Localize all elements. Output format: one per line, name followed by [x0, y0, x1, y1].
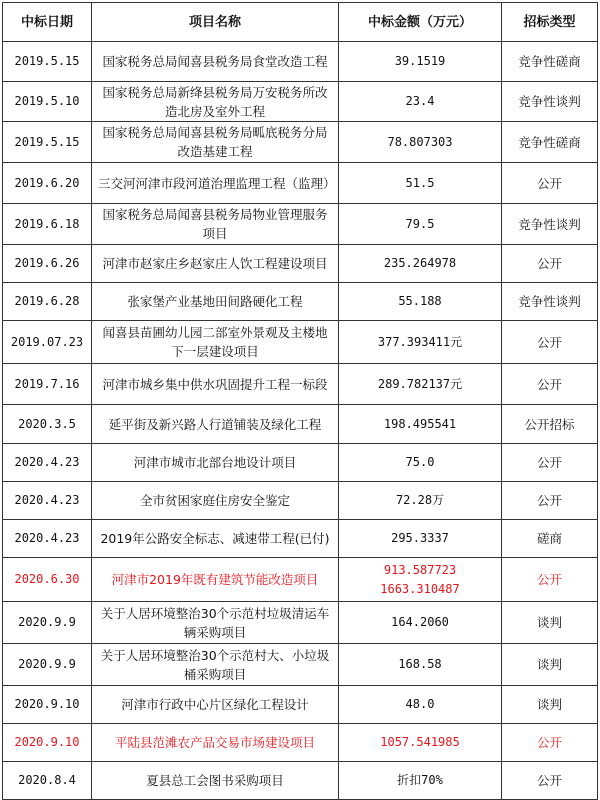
amount-value: 折扣70%: [397, 773, 443, 787]
bid-results-table: [2, 2, 598, 800]
amount-value: 913.587723: [383, 562, 457, 577]
amount-value: 198.495541: [383, 416, 457, 431]
cell-amount: [339, 283, 502, 321]
cell-date: 2019.6.20: [3, 163, 92, 204]
header-project-name: 项目名称: [92, 3, 339, 42]
table-row: [3, 558, 598, 602]
table-row: [3, 405, 598, 444]
cell-amount: [339, 204, 502, 245]
cell-amount: [339, 405, 502, 444]
amount-value: 289.782137元: [377, 376, 463, 391]
cell-amount: [339, 482, 502, 520]
cell-date: 2019.07.23: [3, 321, 92, 364]
amount-value: 51.5: [405, 175, 435, 190]
table-row: [3, 644, 598, 686]
cell-project-name: 三交河河津市段河道治理监理工程（监理）: [92, 163, 339, 204]
cell-amount: [339, 444, 502, 482]
amount-value: 168.58: [398, 657, 442, 671]
table-row: [3, 82, 598, 122]
cell-date: 2019.6.28: [3, 283, 92, 321]
cell-amount: [339, 42, 502, 82]
cell-amount: [339, 163, 502, 204]
cell-bid-type: 竞争性磋商: [502, 122, 598, 163]
cell-project-name: 平陆县范滩农产品交易市场建设项目: [92, 724, 339, 762]
cell-amount: [339, 762, 502, 800]
cell-bid-type: 公开: [502, 444, 598, 482]
cell-amount: [339, 520, 502, 558]
amount-value: 55.188: [398, 294, 442, 308]
cell-date: 2020.3.5: [3, 405, 92, 444]
table-row: [3, 364, 598, 405]
amount-value: 377.393411元: [377, 334, 463, 349]
cell-project-name: 张家堡产业基地田间路硬化工程: [92, 283, 339, 321]
cell-date: 2020.8.4: [3, 762, 92, 800]
amount-value: 1057.541985: [380, 735, 460, 749]
table-row: [3, 762, 598, 800]
cell-date: 2019.5.15: [3, 42, 92, 82]
amount-value: 235.264978: [383, 256, 457, 270]
amount-value: 72.28万: [395, 493, 445, 507]
amount-value: 48.0: [405, 697, 435, 711]
table-row: [3, 520, 598, 558]
cell-date: 2020.4.23: [3, 482, 92, 520]
cell-project-name: 河津市2019年既有建筑节能改造项目: [92, 558, 339, 602]
cell-bid-type: 磋商: [502, 520, 598, 558]
header-date: 中标日期: [3, 3, 92, 42]
cell-date: 2020.9.10: [3, 686, 92, 724]
cell-date: 2019.5.10: [3, 82, 92, 122]
cell-project-name: 国家税务总局闻喜县税务局物业管理服务项目: [92, 204, 339, 245]
table-row: [3, 122, 598, 163]
amount-value: 164.2060: [391, 615, 449, 629]
cell-bid-type: 谈判: [502, 602, 598, 644]
cell-date: 2020.9.10: [3, 724, 92, 762]
cell-date: 2020.9.9: [3, 644, 92, 686]
table-row: [3, 42, 598, 82]
table-body: [3, 42, 598, 800]
table-row: [3, 204, 598, 245]
table-row: [3, 602, 598, 644]
cell-bid-type: 竞争性谈判: [502, 204, 598, 245]
header-amount: 中标金额（万元）: [339, 3, 502, 42]
cell-date: 2019.5.15: [3, 122, 92, 163]
cell-amount: [339, 558, 502, 602]
amount-value: 23.4: [405, 94, 435, 108]
cell-amount: [339, 82, 502, 122]
cell-bid-type: 公开: [502, 245, 598, 283]
table-header-row: [3, 3, 598, 42]
cell-project-name: 河津市赵家庄乡赵家庄人饮工程建设项目: [92, 245, 339, 283]
table-row: [3, 245, 598, 283]
amount-value: 1663.310487: [380, 581, 460, 596]
cell-project-name: 延平街及新兴路人行道铺装及绿化工程: [92, 405, 339, 444]
amount-value: 75.0: [405, 455, 435, 469]
table-row: [3, 283, 598, 321]
cell-date: 2019.6.18: [3, 204, 92, 245]
cell-bid-type: 公开: [502, 364, 598, 405]
cell-date: 2020.9.9: [3, 602, 92, 644]
cell-bid-type: 公开: [502, 163, 598, 204]
amount-value: 295.3337: [391, 531, 449, 545]
cell-bid-type: 谈判: [502, 644, 598, 686]
table-row: [3, 482, 598, 520]
cell-bid-type: 公开: [502, 482, 598, 520]
table-row: [3, 444, 598, 482]
cell-project-name: 国家税务总局闻喜县税务局畖底税务分局改造基建工程: [92, 122, 339, 163]
table-row: [3, 686, 598, 724]
cell-bid-type: 公开: [502, 558, 598, 602]
cell-project-name: 国家税务总局闻喜县税务局食堂改造工程: [92, 42, 339, 82]
cell-project-name: 2019年公路安全标志、减速带工程(已付): [92, 520, 339, 558]
cell-amount: [339, 724, 502, 762]
cell-amount: [339, 602, 502, 644]
cell-project-name: 全市贫困家庭住房安全鉴定: [92, 482, 339, 520]
cell-bid-type: 公开: [502, 724, 598, 762]
cell-date: 2020.6.30: [3, 558, 92, 602]
cell-amount: [339, 686, 502, 724]
table-row: [3, 724, 598, 762]
table-row: [3, 321, 598, 364]
cell-project-name: 河津市城市北部台地设计项目: [92, 444, 339, 482]
cell-project-name: 河津市行政中心片区绿化工程设计: [92, 686, 339, 724]
cell-project-name: 河津市城乡集中供水巩固提升工程一标段: [92, 364, 339, 405]
cell-date: 2019.6.26: [3, 245, 92, 283]
cell-date: 2020.4.23: [3, 520, 92, 558]
cell-bid-type: 竞争性谈判: [502, 283, 598, 321]
cell-date: 2020.4.23: [3, 444, 92, 482]
cell-bid-type: 谈判: [502, 686, 598, 724]
cell-project-name: 关于人居环境整治30个示范村垃圾清运车辆采购项目: [92, 602, 339, 644]
cell-bid-type: 竞争性磋商: [502, 42, 598, 82]
cell-amount: [339, 364, 502, 405]
cell-amount: [339, 321, 502, 364]
cell-bid-type: 公开招标: [502, 405, 598, 444]
cell-date: 2019.7.16: [3, 364, 92, 405]
table-row: [3, 163, 598, 204]
cell-bid-type: 公开: [502, 762, 598, 800]
cell-amount: [339, 644, 502, 686]
cell-project-name: 夏县总工会图书采购项目: [92, 762, 339, 800]
amount-value: 39.1519: [394, 54, 446, 68]
cell-bid-type: 公开: [502, 321, 598, 364]
amount-value: 78.807303: [387, 134, 453, 149]
amount-value: 79.5: [405, 216, 435, 231]
cell-bid-type: 竞争性谈判: [502, 82, 598, 122]
cell-project-name: 国家税务总局新绛县税务局万安税务所改造北房及室外工程: [92, 82, 339, 122]
cell-amount: [339, 122, 502, 163]
cell-amount: [339, 245, 502, 283]
cell-project-name: 关于人居环境整治30个示范村大、小垃圾桶采购项目: [92, 644, 339, 686]
header-bid-type: 招标类型: [502, 3, 598, 42]
cell-project-name: 闻喜县苗圃幼儿园二部室外景观及主楼地下一层建设项目: [92, 321, 339, 364]
